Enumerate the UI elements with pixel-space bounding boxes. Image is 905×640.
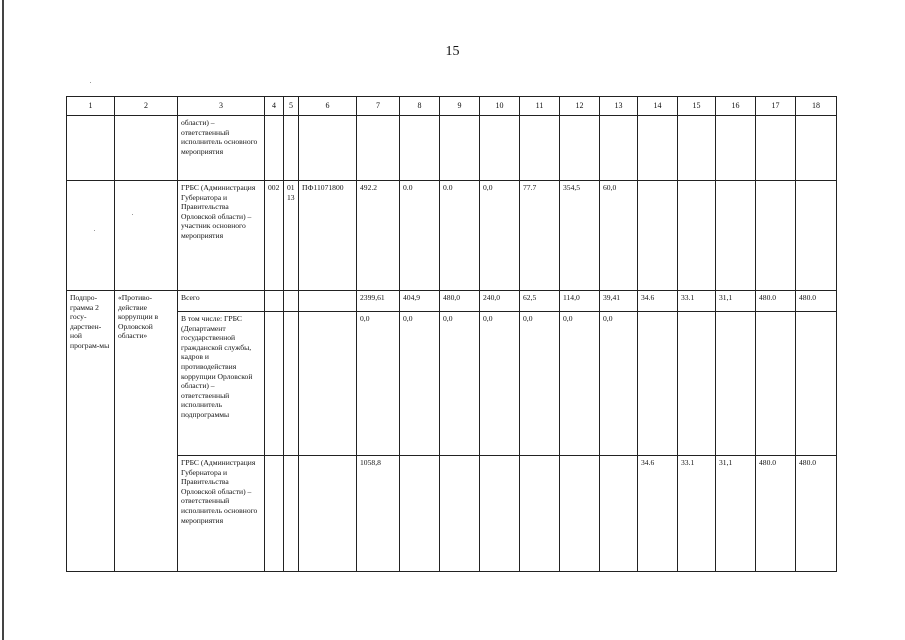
table-cell: 480.0 — [796, 291, 837, 312]
table-cell: 0.0 — [440, 181, 480, 291]
table-cell: 33.1 — [678, 456, 716, 572]
table-cell: 480.0 — [756, 291, 796, 312]
budget-table — [66, 96, 837, 572]
subprogram-cell: Подпро-грамма 2 госу-дарствен-ной програм-мы — [67, 291, 115, 572]
table-cell — [796, 312, 837, 456]
scan-left-border — [2, 0, 4, 640]
header-cell: 6 — [299, 97, 357, 116]
table-cell — [67, 116, 115, 181]
table-cell: 0,0 — [480, 181, 520, 291]
header-cell: 4 — [265, 97, 284, 116]
header-cell: 16 — [716, 97, 756, 116]
table-cell — [265, 456, 284, 572]
table-cell: 114,0 — [560, 291, 600, 312]
table-cell — [284, 291, 299, 312]
table-cell: 354,5 — [560, 181, 600, 291]
table-cell: 480.0 — [756, 456, 796, 572]
table-cell: 480.0 — [796, 456, 837, 572]
table-cell: 492.2 — [357, 181, 400, 291]
page-number: 15 — [445, 44, 460, 59]
subprogram-title-cell: «Противо-действие коррупции в Орловской области» — [115, 291, 178, 572]
table-cell — [284, 312, 299, 456]
table-cell — [600, 456, 638, 572]
table-cell: 1058,8 — [357, 456, 400, 572]
header-cell: 18 — [796, 97, 837, 116]
table-cell: ПФ11071800 — [299, 181, 357, 291]
table-cell: 01 13 — [284, 181, 299, 291]
table-cell — [400, 116, 440, 181]
table-cell — [520, 456, 560, 572]
table-cell — [678, 116, 716, 181]
header-cell: 15 — [678, 97, 716, 116]
header-cell: 10 — [480, 97, 520, 116]
table-cell — [115, 116, 178, 181]
table-cell: 0,0 — [400, 312, 440, 456]
table-cell — [400, 456, 440, 572]
table-cell: 002 — [265, 181, 284, 291]
table-row — [67, 181, 837, 291]
table-cell — [756, 181, 796, 291]
table-cell: ГРБС (Администрация Губернатора и Правительства Орловской области) – участник основного мероприятия — [178, 181, 265, 291]
table-cell: ГРБС (Администрация Губернатора и Правительства Орловской области) – ответственный исполнитель основного мероприятия — [178, 456, 265, 572]
table-cell — [284, 116, 299, 181]
table-cell — [716, 116, 756, 181]
header-cell: 8 — [400, 97, 440, 116]
table-cell — [440, 456, 480, 572]
table-cell — [480, 456, 520, 572]
table-cell — [440, 116, 480, 181]
table-cell — [716, 181, 756, 291]
header-cell: 7 — [357, 97, 400, 116]
header-cell: 9 — [440, 97, 480, 116]
table-cell: 34.6 — [638, 291, 678, 312]
table-row — [67, 116, 837, 181]
table-cell — [299, 291, 357, 312]
table-row — [67, 456, 837, 572]
table-cell — [560, 116, 600, 181]
table-cell: 39,41 — [600, 291, 638, 312]
table-cell: 404,9 — [400, 291, 440, 312]
table-header-row — [67, 97, 837, 116]
table-cell — [638, 312, 678, 456]
table-cell — [756, 312, 796, 456]
table-cell — [520, 116, 560, 181]
table-cell — [638, 116, 678, 181]
header-cell: 1 — [67, 97, 115, 116]
header-cell: 5 — [284, 97, 299, 116]
table-cell — [756, 116, 796, 181]
table-cell: 77.7 — [520, 181, 560, 291]
scan-speck — [90, 82, 91, 83]
table-cell: 0,0 — [357, 312, 400, 456]
table-cell — [265, 291, 284, 312]
table-cell: 0,0 — [560, 312, 600, 456]
table-cell: 0,0 — [480, 312, 520, 456]
table-cell — [299, 116, 357, 181]
table-cell — [480, 116, 520, 181]
table-cell: Всего — [178, 291, 265, 312]
table-cell — [560, 456, 600, 572]
table-cell — [796, 181, 837, 291]
table-cell — [796, 116, 837, 181]
table-cell: 60,0 — [600, 181, 638, 291]
table-cell: 62,5 — [520, 291, 560, 312]
table-cell: 0.0 — [400, 181, 440, 291]
header-cell: 2 — [115, 97, 178, 116]
table-cell: области) – ответственный исполнитель основного мероприятия — [178, 116, 265, 181]
header-cell: 12 — [560, 97, 600, 116]
table-cell: 240,0 — [480, 291, 520, 312]
table-cell — [67, 181, 115, 291]
header-cell: 14 — [638, 97, 678, 116]
table-cell: 31,1 — [716, 291, 756, 312]
table-cell: 34.6 — [638, 456, 678, 572]
table-row — [67, 312, 837, 456]
table-cell — [357, 116, 400, 181]
table-cell — [299, 312, 357, 456]
table-cell — [716, 312, 756, 456]
table-cell — [678, 312, 716, 456]
table-cell — [115, 181, 178, 291]
table-cell — [265, 312, 284, 456]
table-cell — [638, 181, 678, 291]
table-cell — [678, 181, 716, 291]
table-row — [67, 291, 837, 312]
table-cell: 2399,61 — [357, 291, 400, 312]
table-cell: 0,0 — [600, 312, 638, 456]
header-cell: 17 — [756, 97, 796, 116]
header-cell: 11 — [520, 97, 560, 116]
header-cell: 13 — [600, 97, 638, 116]
table-cell — [299, 456, 357, 572]
table-cell: 31,1 — [716, 456, 756, 572]
table-cell — [600, 116, 638, 181]
table-cell: 0,0 — [440, 312, 480, 456]
header-cell: 3 — [178, 97, 265, 116]
table-cell: В том числе: ГРБС (Департамент государственной гражданской службы, кадров и противодействия коррупции Орловской области) – ответственный исполнитель подпрограммы — [178, 312, 265, 456]
table-cell — [284, 456, 299, 572]
table-cell: 33.1 — [678, 291, 716, 312]
table-cell: 0,0 — [520, 312, 560, 456]
table-cell — [265, 116, 284, 181]
table-cell: 480,0 — [440, 291, 480, 312]
